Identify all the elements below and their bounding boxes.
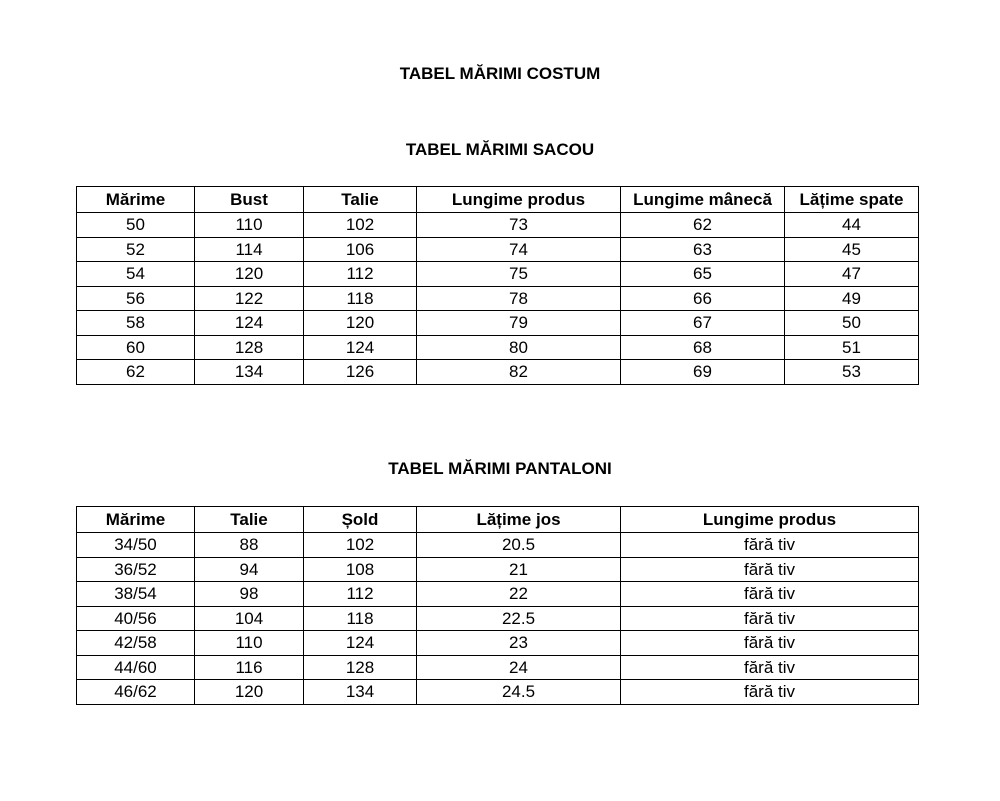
- table-cell: 128: [195, 335, 304, 360]
- table-row: [77, 631, 919, 656]
- table-cell: 104: [195, 606, 304, 631]
- table-cell: 62: [621, 213, 785, 238]
- table-cell: 50: [77, 213, 195, 238]
- table-cell: 53: [785, 360, 919, 385]
- table-cell: fără tiv: [621, 655, 919, 680]
- table-cell: 120: [195, 680, 304, 705]
- table-cell: 47: [785, 262, 919, 287]
- table-row: [77, 335, 919, 360]
- table-row: [77, 533, 919, 558]
- table-cell: 82: [417, 360, 621, 385]
- table-cell: 134: [195, 360, 304, 385]
- table-cell: 102: [304, 213, 417, 238]
- table-cell: 73: [417, 213, 621, 238]
- table-cell: 62: [77, 360, 195, 385]
- jacket-size-table-title: TABEL MĂRIMI SACOU: [405, 140, 595, 159]
- table-cell: 88: [195, 533, 304, 558]
- table-cell: 124: [304, 335, 417, 360]
- table-cell: 128: [304, 655, 417, 680]
- column-header: Mărime: [77, 187, 195, 213]
- table-cell: 116: [195, 655, 304, 680]
- table-cell: 23: [417, 631, 621, 656]
- table-cell: 34/50: [77, 533, 195, 558]
- table-cell: 102: [304, 533, 417, 558]
- table-cell: 112: [304, 262, 417, 287]
- table-cell: 106: [304, 237, 417, 262]
- column-header: Șold: [304, 507, 417, 533]
- table-cell: 66: [621, 286, 785, 311]
- table-cell: 120: [304, 311, 417, 336]
- table-cell: 122: [195, 286, 304, 311]
- table-cell: fără tiv: [621, 533, 919, 558]
- table-cell: 112: [304, 582, 417, 607]
- column-header: Lățime jos: [417, 507, 621, 533]
- table-cell: 134: [304, 680, 417, 705]
- table-row: [77, 655, 919, 680]
- table-cell: 38/54: [77, 582, 195, 607]
- column-header: Lungime produs: [417, 187, 621, 213]
- table-cell: 21: [417, 557, 621, 582]
- table-cell: 44/60: [77, 655, 195, 680]
- table-cell: 78: [417, 286, 621, 311]
- table-cell: 118: [304, 606, 417, 631]
- table-row: [77, 237, 919, 262]
- table-cell: 124: [304, 631, 417, 656]
- table-cell: 79: [417, 311, 621, 336]
- table-cell: 67: [621, 311, 785, 336]
- table-cell: 80: [417, 335, 621, 360]
- table-cell: fără tiv: [621, 582, 919, 607]
- column-header: Lățime spate: [785, 187, 919, 213]
- jacket-size-table: [76, 186, 919, 385]
- table-cell: 49: [785, 286, 919, 311]
- table-cell: fără tiv: [621, 680, 919, 705]
- table-cell: 114: [195, 237, 304, 262]
- table-cell: 110: [195, 213, 304, 238]
- table-cell: 68: [621, 335, 785, 360]
- pants-size-table: [76, 506, 919, 705]
- table-cell: 22.5: [417, 606, 621, 631]
- table-cell: fără tiv: [621, 557, 919, 582]
- column-header: Bust: [195, 187, 304, 213]
- table-cell: 118: [304, 286, 417, 311]
- table-cell: 63: [621, 237, 785, 262]
- table-cell: fără tiv: [621, 631, 919, 656]
- table-row: [77, 311, 919, 336]
- table-row: [77, 582, 919, 607]
- table-cell: 124: [195, 311, 304, 336]
- table-cell: 56: [77, 286, 195, 311]
- table-header-row: [77, 187, 919, 213]
- table-row: [77, 262, 919, 287]
- column-header: Talie: [304, 187, 417, 213]
- table-cell: 24.5: [417, 680, 621, 705]
- document-title: TABEL MĂRIMI COSTUM: [399, 64, 601, 83]
- table-cell: 51: [785, 335, 919, 360]
- table-cell: 98: [195, 582, 304, 607]
- table-cell: 69: [621, 360, 785, 385]
- table-row: [77, 360, 919, 385]
- table-header-row: [77, 507, 919, 533]
- table-cell: 36/52: [77, 557, 195, 582]
- table-row: [77, 286, 919, 311]
- table-cell: 108: [304, 557, 417, 582]
- table-cell: 74: [417, 237, 621, 262]
- column-header: Talie: [195, 507, 304, 533]
- table-cell: 60: [77, 335, 195, 360]
- table-row: [77, 213, 919, 238]
- table-cell: 40/56: [77, 606, 195, 631]
- table-cell: 58: [77, 311, 195, 336]
- column-header: Mărime: [77, 507, 195, 533]
- table-row: [77, 557, 919, 582]
- table-cell: 120: [195, 262, 304, 287]
- table-row: [77, 606, 919, 631]
- table-cell: 24: [417, 655, 621, 680]
- column-header: Lungime mânecă: [621, 187, 785, 213]
- pants-size-table-title: TABEL MĂRIMI PANTALONI: [388, 459, 612, 478]
- table-row: [77, 680, 919, 705]
- table-cell: 44: [785, 213, 919, 238]
- table-cell: 126: [304, 360, 417, 385]
- table-cell: 46/62: [77, 680, 195, 705]
- column-header: Lungime produs: [621, 507, 919, 533]
- table-cell: 50: [785, 311, 919, 336]
- table-cell: 110: [195, 631, 304, 656]
- table-cell: 94: [195, 557, 304, 582]
- table-cell: 75: [417, 262, 621, 287]
- table-cell: 20.5: [417, 533, 621, 558]
- table-cell: 54: [77, 262, 195, 287]
- table-cell: 52: [77, 237, 195, 262]
- table-cell: 45: [785, 237, 919, 262]
- table-cell: 42/58: [77, 631, 195, 656]
- table-cell: 22: [417, 582, 621, 607]
- table-cell: 65: [621, 262, 785, 287]
- table-cell: fără tiv: [621, 606, 919, 631]
